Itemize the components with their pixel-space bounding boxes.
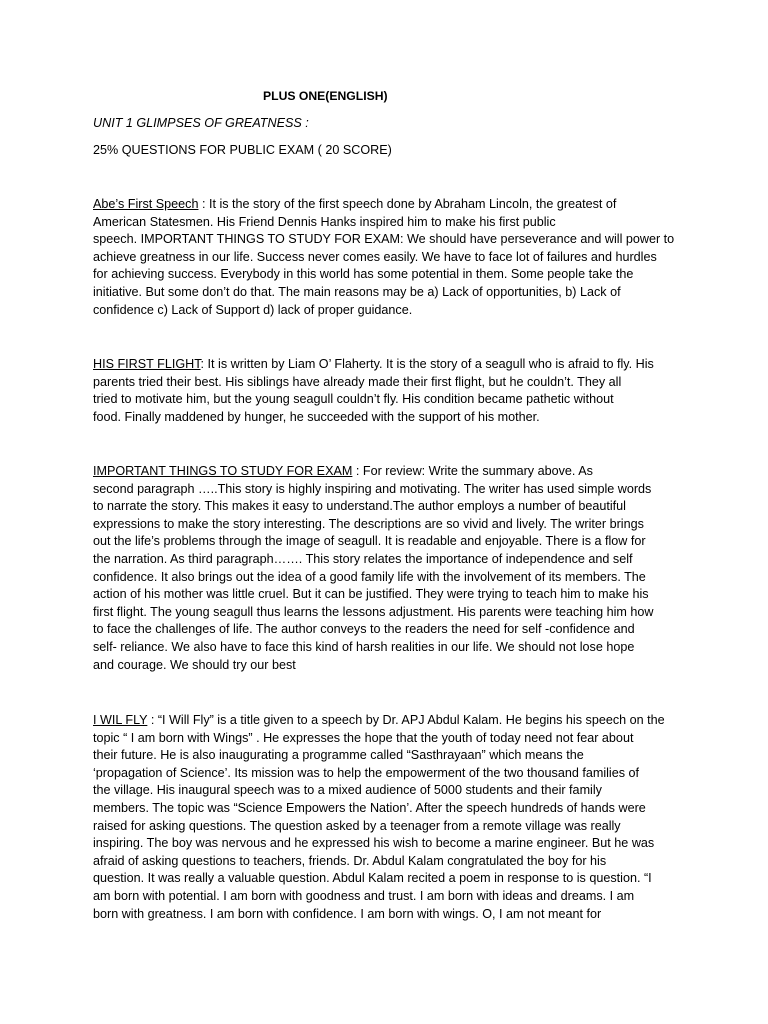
paragraph-line: to narrate the story. This makes it easy to understand.The author employs a number of beautiful — [93, 499, 626, 514]
paragraph-line: the narration. As third paragraph……. This story relates the importance of independence and self — [93, 551, 633, 566]
paragraph-line: achieve greatness in our life. Success never comes easily. We have to face lot of failures and hurdles — [93, 249, 657, 264]
document-title: PLUS ONE(ENGLISH) — [263, 89, 388, 103]
paragraph-line: am born with potential. I am born with goodness and trust. I am born with ideas and dreams. I am — [93, 888, 635, 903]
paragraph-line: second paragraph …..This story is highly inspiring and motivating. The writer has used simple words — [93, 481, 652, 496]
paragraph-text: : “I Will Fly” is a title given to a speech by Dr. APJ Abdul Kalam. He begins his speech on the — [147, 713, 665, 727]
paragraph-line: members. The topic was “Science Empowers the Nation’. After the speech hundreds of hands were — [93, 800, 646, 815]
section-important-things — [93, 463, 683, 674]
paragraph-line: action of his mother was little cruel. But it can be justified. They were trying to teach him to make his — [93, 587, 649, 602]
paragraph-line: expressions to make the story interesting. The descriptions are so vivid and lively. The writer brings — [93, 516, 644, 531]
paragraph-text: : It is written by Liam O’ Flaherty. It is the story of a seagull who is afraid to fly. His — [200, 357, 654, 371]
section-heading: HIS FIRST FLIGHT — [93, 357, 201, 371]
paragraph-line: confidence c) Lack of Support d) lack of proper guidance. — [93, 302, 413, 317]
paragraph-text: : It is the story of the first speech done by Abraham Lincoln, the greatest of — [198, 197, 617, 211]
paragraph-line — [93, 196, 683, 214]
paragraph-line: the village. His inaugural speech was to a mixed audience of 5000 students and their family — [93, 783, 602, 798]
paragraph-line: their future. He is also inaugurating a programme called “Sasthrayaan” which means the — [93, 748, 584, 763]
section-heading: IMPORTANT THINGS TO STUDY FOR EXAM — [93, 464, 353, 478]
paragraph-line — [93, 712, 683, 730]
paragraph-line: tried to motivate him, but the young seagull couldn’t fly. His condition became pathetic without — [93, 392, 614, 407]
paragraph-line: for achieving success. Everybody in this world has some potential in them. Some people take the — [93, 267, 634, 282]
section-his-first-flight — [93, 356, 683, 426]
paragraph-line: inspiring. The boy was nervous and he expressed his wish to become a marine engineer. But he was — [93, 836, 655, 851]
paragraph-line: and courage. We should try our best — [93, 657, 296, 672]
paragraph-line: out the life’s problems through the image of seagull. It is readable and enjoyable. There is a flow for — [93, 534, 646, 549]
paragraph-line: raised for asking questions. The question asked by a teenager from a remote village was really — [93, 818, 621, 833]
paragraph-line: initiative. But some don’t do that. The main reasons may be a) Lack of opportunities, b) Lack of — [93, 284, 621, 299]
paragraph-line: afraid of asking questions to teachers, friends. Dr. Abdul Kalam congratulated the boy for his — [93, 853, 607, 868]
section-abes-first-speech — [93, 196, 683, 319]
paragraph-line: born with greatness. I am born with confidence. I am born with wings. O, I am not meant for — [93, 906, 602, 921]
paragraph-line: first flight. The young seagull thus learns the lessons adjustment. His parents were teaching him how — [93, 604, 654, 619]
paragraph-line: to face the challenges of life. The author conveys to the readers the need for self -confidence and — [93, 622, 635, 637]
paragraph-line: topic “ I am born with Wings” . He expresses the hope that the youth of today need not fear about — [93, 730, 634, 745]
section-heading: I WIL FLY — [93, 713, 148, 727]
section-heading: Abe’s First Speech — [93, 197, 199, 211]
score-note: 25% QUESTIONS FOR PUBLIC EXAM ( 20 SCORE) — [93, 143, 392, 157]
paragraph-text: : For review: Write the summary above. As — [352, 464, 593, 478]
paragraph-line: speech. IMPORTANT THINGS TO STUDY FOR EXAM: We should have perseverance and will power to — [93, 232, 675, 247]
unit-heading: UNIT 1 GLIMPSES OF GREATNESS : — [93, 116, 309, 130]
paragraph-line: American Statesmen. His Friend Dennis Hanks inspired him to make his first public — [93, 214, 556, 229]
paragraph-line — [93, 463, 683, 481]
paragraph-line: question. It was really a valuable question. Abdul Kalam recited a poem in response to is question. “I — [93, 871, 652, 886]
paragraph-line: ‘propagation of Science’. Its mission was to help the empowerment of the two thousand families of — [93, 765, 640, 780]
paragraph-line: confidence. It also brings out the idea of a good family life with the involvement of its members. The — [93, 569, 646, 584]
section-i-will-fly — [93, 712, 683, 923]
paragraph-line: food. Finally maddened by hunger, he succeeded with the support of his mother. — [93, 409, 540, 424]
paragraph-line: parents tried their best. His siblings have already made their first flight, but he couldn’t. They all — [93, 374, 622, 389]
paragraph-line: self- reliance. We also have to face this kind of harsh realities in our life. We should not lose hope — [93, 639, 635, 654]
paragraph-line — [93, 356, 683, 374]
